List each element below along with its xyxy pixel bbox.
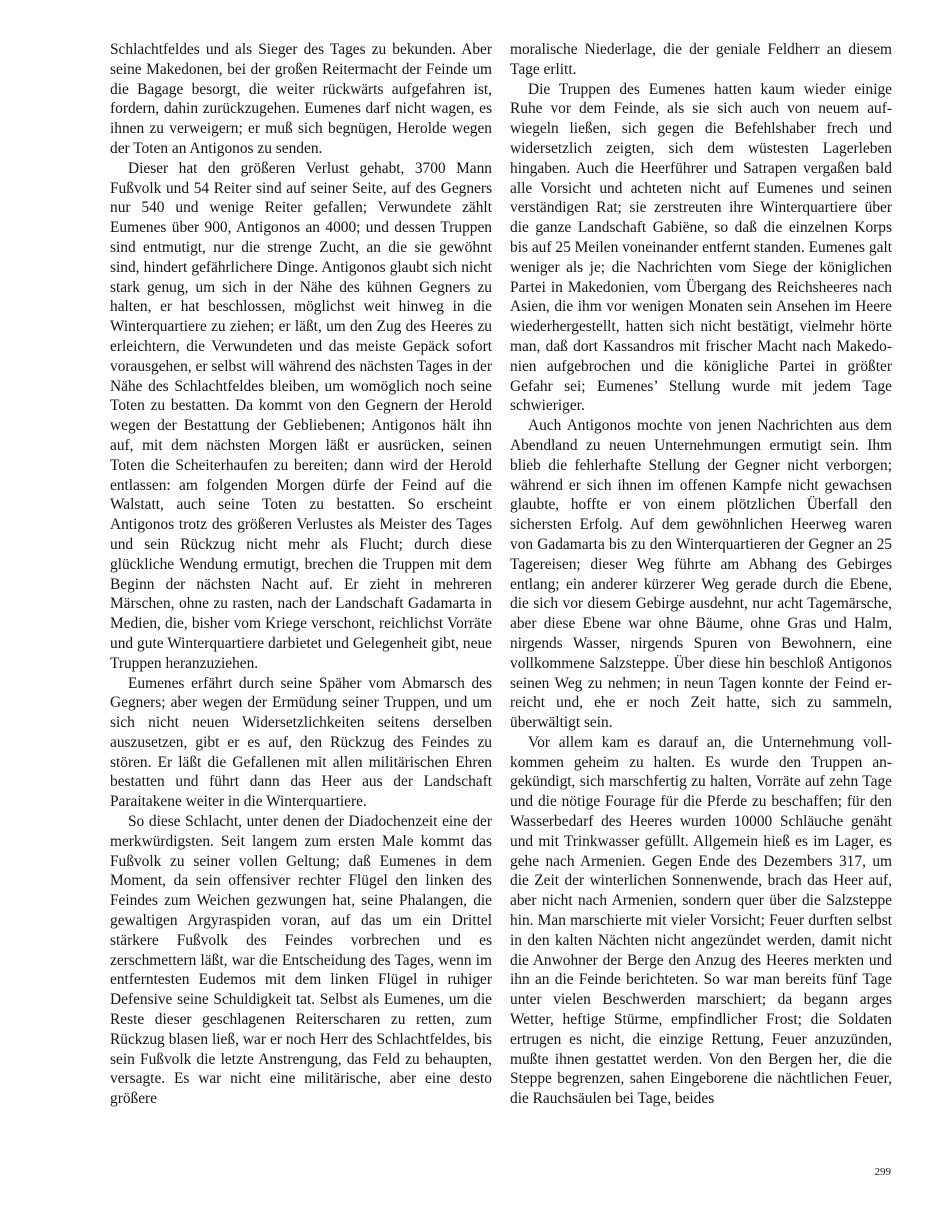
left-column <box>110 40 492 1109</box>
paragraph: Schlachtfeldes und als Sieger des Tages zu bekunden. Aber seine Makedonen, bei der großen Reitermacht der Feinde um die Bagage besorgt, die weiter rückwärts aufgefahren ist, fordern, dahin zurückzugehen. Eumenes darf nicht wagen, es ihnen zu verweigern; er muß sich begnügen, Herolde wegen der Toten an Antigonos zu senden. <box>110 41 492 157</box>
paragraph: moralische Niederlage, die der geniale Feldherr an diesem Tage erlitt. <box>510 41 892 78</box>
right-column <box>510 40 892 1109</box>
paragraph: Eumenes erfährt durch seine Späher vom Abmarsch des Gegners; aber wegen der Ermüdung seiner Truppen, und um sich nicht neuen Widersetzlichkeiten seitens derselben auszusetzen, gibt er es auf, den Rückzug des Feindes zu stören. Er läßt die Gefallenen mit allen militärischen Ehren bestatten und führt dann das Heer aus der Landschaft Paraitakene weiter in die Winterquartiere. <box>110 674 492 811</box>
page-number: 299 <box>874 1166 891 1178</box>
paragraph: Die Truppen des Eumenes hatten kaum wieder einige Ruhe vor dem Feinde, als sie sich auch von neuem aufwiegeln ließen, sich gegen die Befehlshaber frech und widersetzlich zeigten, sich dem wüstesten Lagerleben hingaben. Auch die Heerführer und Satrapen vergaßen bald alle Vorsicht und achteten nicht auf Eumenes und seinen verständigen Rat; sie zerstreuten ihre Winterquartiere über die ganze Landschaft Gabiëne, so daß die einzelnen Korps bis auf 25 Meilen voneinander entfernt standen. Eumenes galt weniger als je; die Nachrichten vom Siege der königlichen Partei in Makedonien, vom Übergang des Reichsheeres nach Asien, die ihm vor wenigen Monaten sein Ansehen im Heere wiederhergestellt, hatten sich nicht bestätigt, vielmehr hörte man, daß dort Kassandros mit frischer Macht nach Makedonien aufgebrochen und die königliche Partei in größter Gefahr sei; Eumenes’ Stellung wurde mit jedem Tage schwieriger. <box>510 80 892 415</box>
paragraph: Vor allem kam es darauf an, die Unternehmung vollkommen geheim zu halten. Es wurde den Truppen angekündigt, sich marschfertig zu halten, Vorräte auf zehn Tage und die nötige Fourage für die Pferde zu beschaffen; für den Wasserbedarf des Heeres wurden 10000 Schläuche genäht und mit Trinkwasser gefüllt. Allgemein hieß es im Lager, es gehe nach Armenien. Gegen Ende des Dezembers 317, um die Zeit der winterlichen Sonnenwende, brach das Heer auf, aber nicht nach Armenien, sondern quer über die Salzsteppe hin. Man marschierte mit vieler Vorsicht; Feuer durften selbst in den kalten Nächten nicht angezündet werden, damit nicht die Anwohner der Berge den Anzug des Heeres merkten und ihn an die Feinde berichteten. So war man bereits fünf Tage unter vielen Beschwerden marschiert; da begann arges Wetter, heftige Stürme, empfindlicher Frost; die Soldaten ertrugen es nicht, die einzige Rettung, Feuer anzuzünden, mußte ihnen gestattet werden. Von den Bergen her, die die Steppe begrenzen, sahen Eingeborene die nächtlichen Feuer, die Rauchsäulen bei Tage, beides <box>510 733 892 1108</box>
paragraph: Dieser hat den größeren Verlust gehabt, 3700 Mann Fußvolk und 54 Reiter sind auf seiner Seite, auf des Gegners nur 540 und wenige Reiter gefallen; Verwundete zählt Eumenes über 900, Antigonos an 4000; und dessen Truppen sind entmutigt, nur die strenge Zucht, an die sie gewöhnt sind, hindert gefährlichere Dinge. Antigonos glaubt sich nicht stark genug, um sich in der Nähe des kühnen Gegners zu halten, er hat beschlossen, möglichst weit hinweg in die Winterquartiere zu ziehen; er läßt, um den Zug des Heeres zu erleichtern, die Verwundeten und das meiste Gepäck sofort vorausgehen, er selbst will während des nächsten Tages in der Nähe des Schlachtfeldes bleiben, um womöglich noch seine Toten zu bestatten. Da kommt von den Gegnern der Herold wegen der Bestattung der Gebliebenen; Antigonos hält ihn auf, mit dem nächsten Morgen läßt er ausrücken, seinen Toten die Scheiterhaufen zu bereiten; dann wird der Herold entlassen: am folgenden Morgen dürfe der Feind auf die Walstatt, auch seine Toten zu bestatten. So erscheint Antigonos trotz des größeren Verlustes als Meister des Tages und sein Rückzug nicht mehr als Flucht; durch diese glückliche Wendung ermutigt, brechen die Truppen mit dem Beginn der nächsten Nacht auf. Er zieht in mehreren Märschen, ohne zu rasten, nach der Landschaft Gadamarta in Medien, die, bisher vom Kriege verschont, reichlichst Vorräte und gute Winterquartiere darbietet und Gelegenheit gibt, neue Truppen heranzuziehen. <box>110 159 492 672</box>
paragraph: Auch Antigonos mochte von jenen Nachrichten aus dem Abendland zu neuen Unternehmungen ermutigt sein. Ihm blieb die fehlerhafte Stellung der Gegner nicht verborgen; während er sich ihnen im offenen Kampfe nicht gewachsen glaubte, hoffte er von einem plötzlichen Überfall den sichersten Erfolg. Auf dem gewöhnlichen Heerweg waren von Gadamarta bis zu den Winterquartieren der Gegner an 25 Tagereisen; dieser Weg führte am Abhang des Gebirges entlang; ein anderer kürzerer Weg gerade durch die Ebene, die sich vor diesem Gebirge ausdehnt, nur acht Tagemärsche, aber diese Ebene war ohne Bäume, ohne Gras und Halm, nirgends Wasser, nirgends Spuren von Bewohnern, eine vollkommene Salzsteppe. Über diese hin beschloß Antigonos seinen Weg zu nehmen; in neun Tagen konnte der Feind erreicht und, ehe er noch Zeit hatte, sich zu sammeln, überwältigt sein. <box>510 417 892 732</box>
paragraph: So diese Schlacht, unter denen der Diadochenzeit eine der merkwürdigsten. Seit langem zum ersten Male kommt das Fußvolk zu seiner vollen Geltung; daß Eumenes in dem Moment, da sein offensiver rechter Flügel den linken des Feindes zum Weichen gezwungen hat, seine Phalangen, die gewaltigen Argyraspiden voran, auf das um ein Drittel stärkere Fußvolk des Feindes vorbrechen und es zerschmettern läßt, war die Entscheidung des Tages, wenn im entferntesten Eudemos mit dem linken Flügel in ruhiger Defensive seine Schuldigkeit tat. Selbst als Eumenes, um die Reste dieser geschlagenen Reiterscharen zu retten, zum Rückzug blasen ließ, war er noch Herr des Schlachtfeldes, bis sein Fußvolk die letzte Anstrengung, das Feld zu behaupten, versagte. Es war nicht eine militärische, aber eine desto größere <box>110 813 492 1108</box>
